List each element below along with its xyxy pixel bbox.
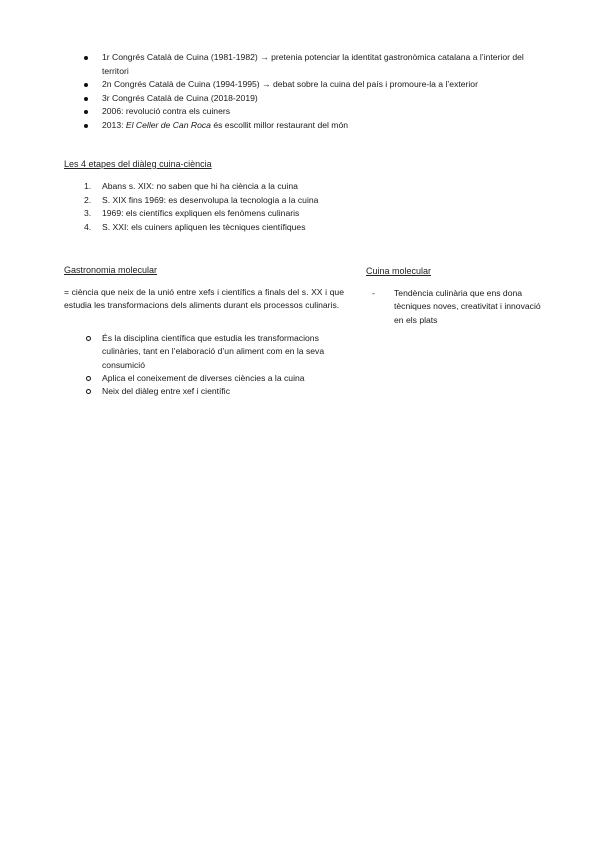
list-item: Neix del diàleg entre xef i científic xyxy=(84,385,346,398)
molecular-gastronomy-points xyxy=(84,332,346,398)
list-item: 4. S. XXI: els cuiners apliquen les tècniques científiques xyxy=(84,221,306,232)
definition-paragraph: = ciència que neix de la unió entre xefs i científics a finals del s. XX i que estudia les transformacions dels aliments durant els processos culinaris. xyxy=(64,287,344,311)
list-item: 1. Abans s. XIX: no saben que hi ha ciència a la cuina xyxy=(84,181,298,191)
circle-bullet-icon xyxy=(86,336,91,341)
list-item: - Tendència culinària que ens dona tècniques noves, creativitat i innovació en els plats xyxy=(372,288,541,325)
list-item: 2. S. XIX fins 1969: es desenvolupa la tecnologia a la cuina xyxy=(84,194,319,205)
stages-list xyxy=(84,180,504,234)
list-item: És la disciplina científica que estudia les transformacions culinàries, tant en l’elaboració d’un aliment com en la seva consumició xyxy=(84,332,346,372)
list-item: Aplica el coneixement de diverses ciències a la cuina xyxy=(84,372,346,385)
circle-bullet-icon xyxy=(86,389,91,394)
section-heading-stages: Les 4 etapes del diàleg cuina-ciència xyxy=(64,159,212,169)
bullet-icon xyxy=(84,97,88,101)
bullet-icon xyxy=(84,110,88,114)
list-item: 1r Congrés Català de Cuina (1981-1982) → pretenia potenciar la identitat gastronòmica catalana a l’interior del territori xyxy=(84,51,534,78)
molecular-cuisine-points xyxy=(372,287,542,327)
bullet-icon xyxy=(84,124,88,128)
list-item: 3r Congrés Català de Cuina (2018-2019) xyxy=(84,92,534,106)
list-item: 2013: El Celler de Can Roca és escollit millor restaurant del món xyxy=(84,119,534,133)
bullet-icon xyxy=(84,56,88,60)
list-item: 3. 1969: els científics expliquen els fenòmens culinaris xyxy=(84,208,300,218)
congress-timeline-list xyxy=(84,51,534,132)
section-heading-molecular-gastronomy: Gastronomia molecular xyxy=(64,265,158,275)
section-heading-molecular-cuisine: Cuina molecular xyxy=(366,266,432,276)
bullet-icon xyxy=(84,83,88,87)
circle-bullet-icon xyxy=(86,376,91,381)
list-item: 2006: revolució contra els cuiners xyxy=(84,105,534,119)
list-item: 2n Congrés Català de Cuina (1994-1995) → debat sobre la cuina del país i promoure-la a l’exterior xyxy=(84,78,534,92)
